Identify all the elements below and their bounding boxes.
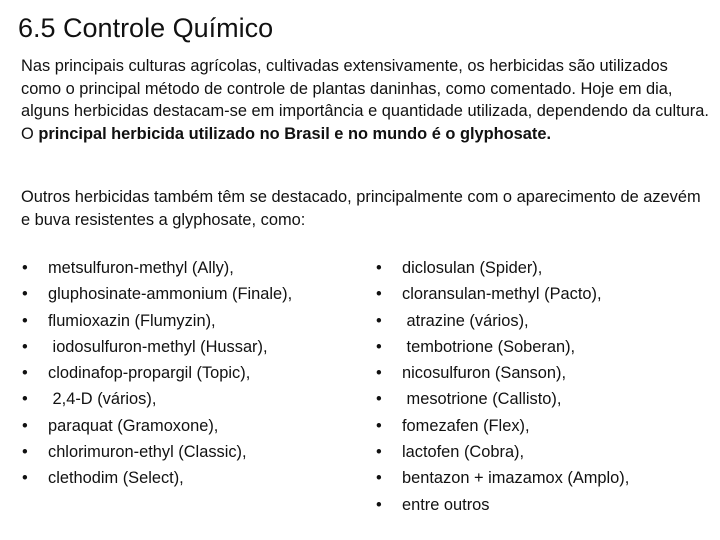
bullet-icon: • [22, 390, 28, 409]
second-paragraph: Outros herbicidas também têm se destacado, principalmente com o aparecimento de azevém e buva resistentes a glyphosate, como: [21, 188, 701, 229]
bullet-icon: • [376, 416, 382, 435]
herbicide-list-right [376, 255, 716, 518]
list-item-text: chlorimuron-ethyl (Classic), [48, 443, 247, 462]
bullet-icon: • [376, 259, 382, 277]
list-item-text: nicosulfuron (Sanson), [402, 364, 566, 383]
list-item-text: diclosulan (Spider), [402, 259, 543, 277]
list-item [22, 308, 352, 334]
list-item [22, 255, 352, 281]
list-item-text: cloransulan-methyl (Pacto), [402, 285, 602, 304]
bullet-icon: • [376, 285, 382, 304]
herbicide-list-left [22, 255, 352, 492]
bullet-icon: • [376, 495, 382, 514]
list-item-text: mesotrione (Callisto), [402, 390, 562, 409]
list-item-text: atrazine (vários), [402, 311, 529, 330]
intro-text: Nas principais culturas agrícolas, cultivadas extensivamente, os herbicidas são utilizados como o principal método de controle de plantas daninhas, como comentado. Hoje em dia, alguns herbicidas destacam-se em importância e quantidade utilizada, dependendo da cultura. O [21, 57, 709, 143]
bullet-icon: • [22, 364, 28, 383]
list-item [22, 413, 352, 439]
bullet-icon: • [376, 364, 382, 383]
list-item [376, 255, 716, 281]
list-item [22, 386, 352, 412]
bullet-icon: • [376, 337, 382, 356]
bullet-icon: • [22, 285, 28, 304]
bullet-icon: • [22, 443, 28, 462]
bullet-icon: • [22, 259, 28, 277]
list-item [376, 439, 716, 465]
list-item-text: fomezafen (Flex), [402, 416, 530, 435]
list-item [376, 281, 716, 307]
list-item-text: paraquat (Gramoxone), [48, 416, 219, 435]
list-item-text: 2,4-D (vários), [48, 390, 157, 409]
bullet-icon: • [376, 443, 382, 462]
list-item-text: tembotrione (Soberan), [402, 337, 576, 356]
list-item [376, 492, 716, 518]
list-item-text: bentazon + imazamox (Amplo), [402, 469, 630, 488]
list-item [376, 386, 716, 412]
list-item [22, 334, 352, 360]
intro-paragraph [21, 55, 711, 145]
bullet-icon: • [22, 469, 28, 488]
slide-title: 6.5 Controle Químico [18, 13, 274, 43]
list-item [376, 334, 716, 360]
list-item-text: iodosulfuron-methyl (Hussar), [48, 337, 268, 356]
bullet-icon: • [22, 311, 28, 330]
list-item [376, 465, 716, 491]
intro-bold-text: principal herbicida utilizado no Brasil e no mundo é o glyphosate. [38, 124, 552, 143]
list-item-text: metsulfuron-methyl (Ally), [48, 259, 234, 277]
list-item [22, 360, 352, 386]
bullet-icon: • [376, 390, 382, 409]
bullet-icon: • [22, 416, 28, 435]
list-item [376, 360, 716, 386]
list-item-text: clodinafop-propargil (Topic), [48, 364, 251, 383]
list-item [376, 308, 716, 334]
list-item-text: entre outros [402, 495, 490, 514]
bullet-icon: • [376, 311, 382, 330]
list-item [376, 413, 716, 439]
list-item-text: flumioxazin (Flumyzin), [48, 311, 216, 330]
list-item-text: gluphosinate-ammonium (Finale), [48, 285, 293, 304]
bullet-icon: • [22, 337, 28, 356]
list-item [22, 281, 352, 307]
bullet-icon: • [376, 469, 382, 488]
list-item-text: lactofen (Cobra), [402, 443, 525, 462]
list-item-text: clethodim (Select), [48, 469, 184, 488]
list-item [22, 465, 352, 491]
list-item [22, 439, 352, 465]
